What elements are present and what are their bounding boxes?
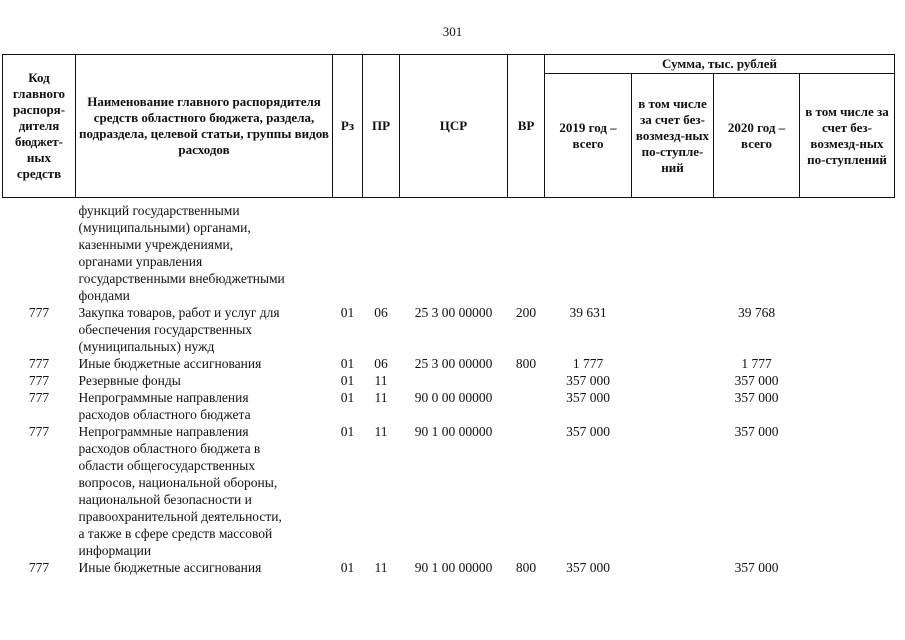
header-2019-total: 2019 год – всего (545, 74, 632, 198)
cell-csr: 90 0 00 00000 (414, 390, 493, 405)
cell-2019-total: 39 631 (569, 305, 607, 320)
cell-vr (508, 372, 545, 389)
cell-rz: 01 (340, 356, 355, 371)
cell-rz: 01 (340, 560, 355, 575)
header-name: Наименование главного распорядителя средств областного бюджета, раздела, подраздела, целевой статьи, группы видов расходов (76, 55, 333, 198)
cell-2020-total: 1 777 (741, 356, 772, 371)
cell-2019-gratuitous (632, 198, 714, 305)
table-header (3, 55, 895, 198)
cell-2019-gratuitous (632, 355, 714, 372)
header-csr: ЦСР (400, 55, 508, 198)
table-row (3, 198, 895, 305)
cell-rz: 01 (340, 390, 355, 405)
cell-pr: 11 (374, 424, 388, 439)
cell-2020-total: 357 000 (734, 560, 779, 575)
cell-code: 777 (28, 305, 50, 320)
cell-2020-total: 357 000 (734, 390, 779, 405)
header-code: Код главного распоря-дителя бюджет-ных средств (3, 55, 76, 198)
budget-table (2, 54, 895, 576)
cell-vr: 800 (515, 356, 537, 371)
cell-csr: 25 3 00 00000 (414, 356, 493, 371)
cell-code: 777 (28, 390, 50, 405)
cell-code: 777 (28, 560, 50, 575)
table-body (3, 198, 895, 577)
cell-code: 777 (28, 356, 50, 371)
header-2019-gratuitous: в том числе за счет без-возмезд-ных по-ступле-ний (632, 74, 714, 198)
header-2020-total: 2020 год – всего (714, 74, 800, 198)
cell-2020-total: 357 000 (734, 424, 779, 439)
cell-pr: 11 (374, 560, 388, 575)
cell-name: Непрограммные направления расходов областного бюджета в области общегосударственных вопросов, национальной обороны, национальной безопасности и правоохранительной деятельности, а также в сфере средств массовой информации (78, 424, 282, 558)
cell-vr (508, 423, 545, 559)
cell-name: функций государственными (муниципальными) органами, казенными учреждениями, органами управления государственными внебюджетными фондами (78, 203, 285, 303)
cell-pr: 06 (374, 305, 388, 320)
cell-2020-total (714, 198, 800, 305)
cell-2020-gratuitous (800, 389, 895, 423)
cell-csr: 90 1 00 00000 (414, 424, 493, 439)
page-number: 301 (442, 24, 463, 39)
cell-vr: 800 (515, 560, 537, 575)
cell-2020-total: 357 000 (734, 373, 779, 388)
cell-code: 777 (28, 373, 50, 388)
cell-2020-gratuitous (800, 198, 895, 305)
cell-name: Непрограммные направления расходов областного бюджета (78, 390, 251, 422)
header-sum-group: Сумма, тыс. рублей (545, 55, 895, 74)
cell-name: Закупка товаров, работ и услуг для обеспечения государственных (муниципальных) нужд (78, 305, 280, 354)
cell-name: Иные бюджетные ассигнования (78, 356, 262, 371)
cell-pr: 06 (374, 356, 388, 371)
cell-csr (400, 198, 508, 305)
cell-vr: 200 (515, 305, 537, 320)
header-2020-gratuitous: в том числе за счет без-возмезд-ных по-ступлений (800, 74, 895, 198)
cell-csr (400, 372, 508, 389)
cell-2020-gratuitous (800, 304, 895, 355)
cell-code: 777 (28, 424, 50, 439)
header-pr: ПР (363, 55, 400, 198)
cell-2019-gratuitous (632, 559, 714, 576)
cell-2020-gratuitous (800, 559, 895, 576)
cell-pr (363, 198, 400, 305)
cell-2019-gratuitous (632, 372, 714, 389)
cell-vr (508, 389, 545, 423)
header-rz: Рз (333, 55, 363, 198)
table-row (3, 423, 895, 559)
cell-2019-gratuitous (632, 423, 714, 559)
cell-rz (333, 198, 363, 305)
cell-csr: 90 1 00 00000 (414, 560, 493, 575)
cell-2019-gratuitous (632, 389, 714, 423)
cell-pr: 11 (374, 373, 388, 388)
cell-2019-total (545, 198, 632, 305)
cell-2019-total: 357 000 (566, 373, 610, 388)
table-row (3, 389, 895, 423)
cell-2019-total: 357 000 (566, 424, 610, 439)
table-row (3, 559, 895, 576)
cell-csr: 25 3 00 00000 (414, 305, 493, 320)
cell-2019-gratuitous (632, 304, 714, 355)
cell-name: Резервные фонды (78, 373, 181, 388)
cell-2020-gratuitous (800, 372, 895, 389)
cell-2020-gratuitous (800, 355, 895, 372)
cell-pr: 11 (374, 390, 388, 405)
cell-2020-total: 39 768 (737, 305, 776, 320)
table-row (3, 304, 895, 355)
table-row (3, 355, 895, 372)
cell-code (3, 198, 76, 305)
cell-rz: 01 (340, 373, 355, 388)
cell-2019-total: 357 000 (566, 560, 610, 575)
cell-2020-gratuitous (800, 423, 895, 559)
cell-2019-total: 1 777 (572, 356, 604, 371)
cell-2019-total: 357 000 (566, 390, 610, 405)
cell-rz: 01 (340, 424, 355, 439)
cell-name: Иные бюджетные ассигнования (78, 560, 262, 575)
cell-rz: 01 (340, 305, 355, 320)
header-vr: ВР (508, 55, 545, 198)
cell-vr (508, 198, 545, 305)
table-row (3, 372, 895, 389)
